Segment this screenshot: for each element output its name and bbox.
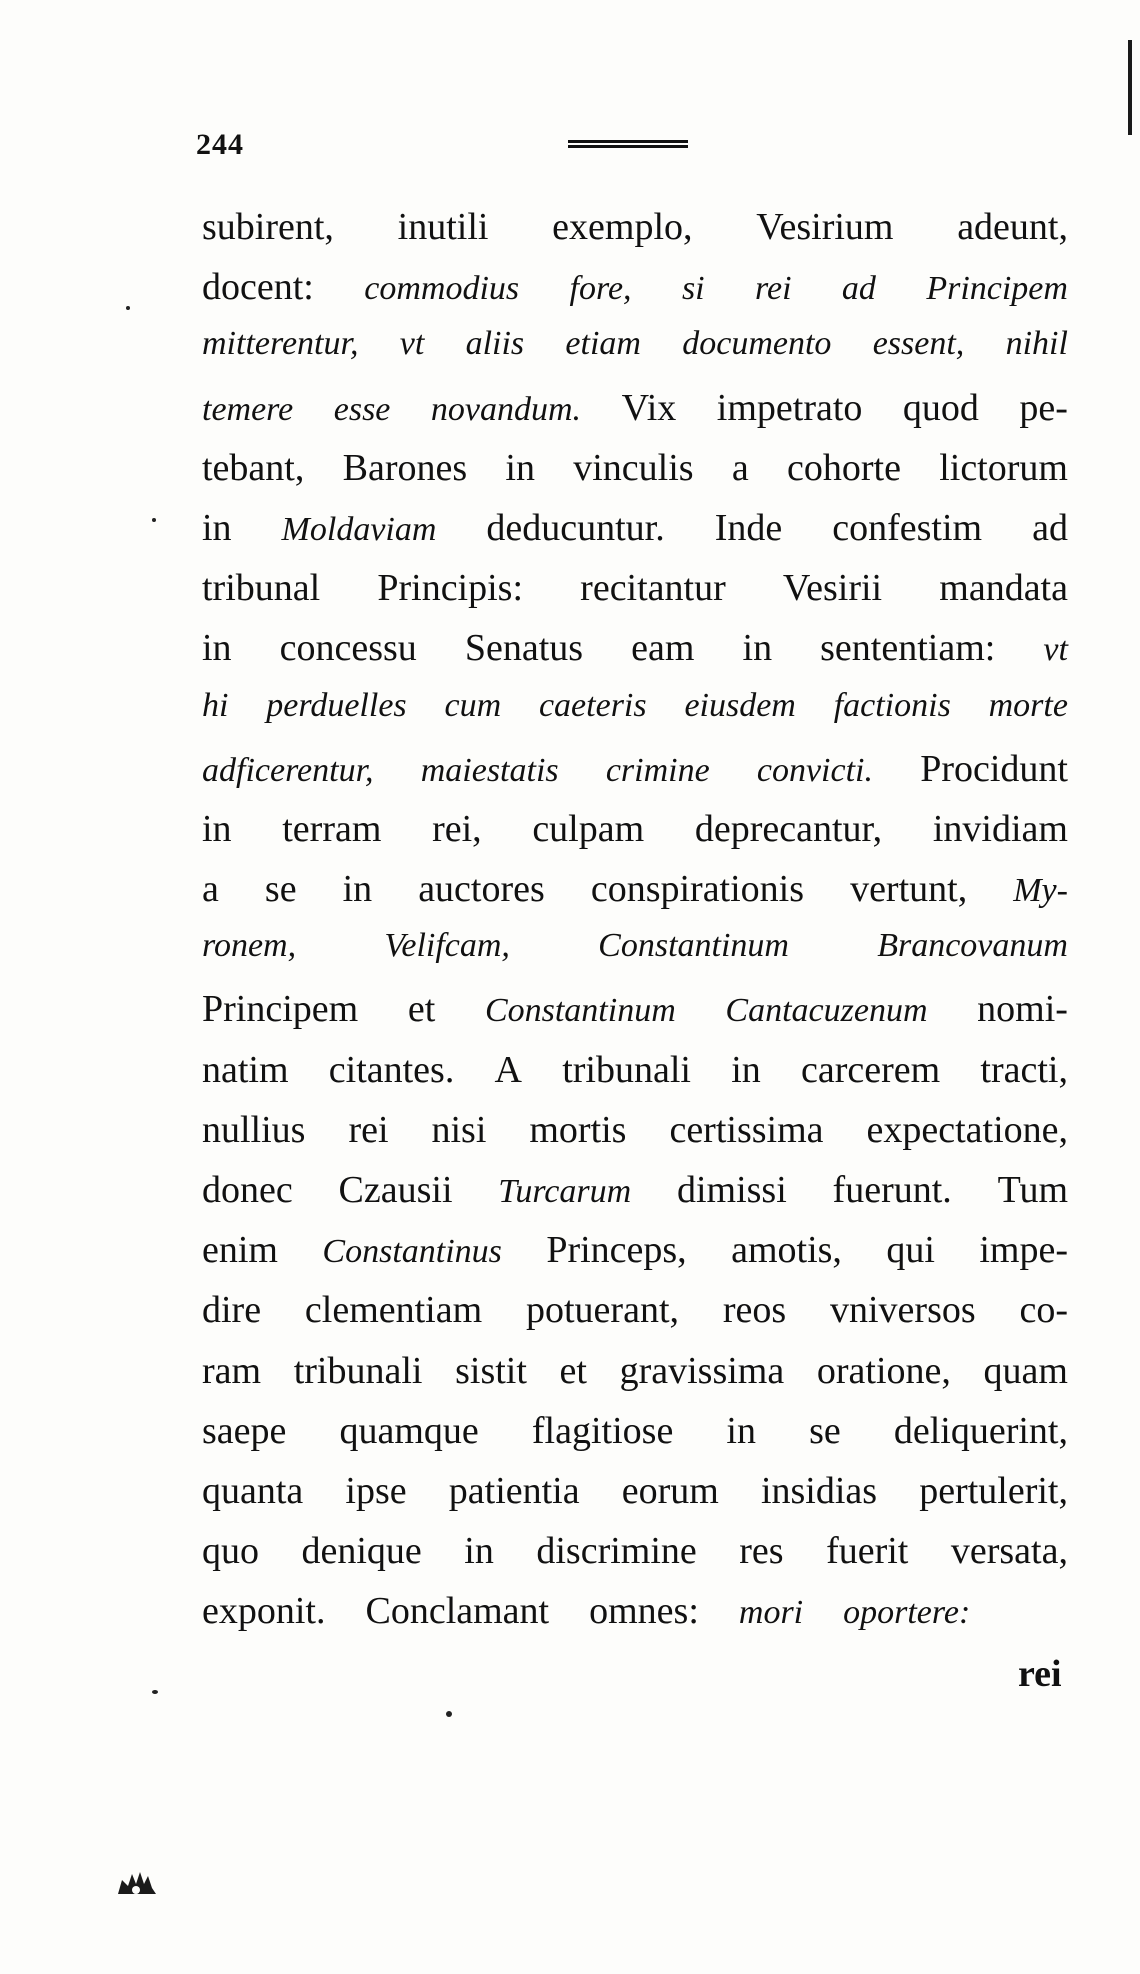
italic-word: mitterentur, [202,325,359,363]
word: carcerem [800,1048,941,1091]
word: vniversos [829,1289,976,1332]
italic-word: crimine [605,751,710,789]
word: in [202,807,232,850]
word: deducuntur. [486,506,665,549]
word: recitantur [580,567,726,610]
italic-word: documento [682,325,832,363]
text-line [202,1469,1068,1529]
text-line [202,987,1068,1047]
word: Inde [714,506,783,549]
italic-word: vt [399,325,425,363]
word: se [264,868,297,911]
page-edge-mark [1128,40,1132,135]
word: ad [1032,506,1068,549]
italic-word: factionis [833,686,951,724]
word: fuerunt. [832,1169,952,1211]
body-text [202,205,1068,1650]
text-line [202,747,1068,807]
text-line [202,927,1068,987]
word: deprecantur, [694,807,883,850]
word: et [559,1349,587,1392]
word: sententiam: [820,627,996,670]
word: discrimine [536,1530,697,1573]
word: vertunt, [850,868,968,911]
italic-word: mori [738,1594,804,1632]
print-speck [446,1711,452,1717]
word: nullius [202,1108,306,1151]
italic-word: fore, [569,270,632,308]
text-line [202,325,1068,385]
text-line [202,807,1068,867]
text-line [202,1048,1068,1108]
word: rei, [432,807,482,850]
italic-word: Turcarum [498,1173,632,1210]
word: flagitiose [531,1409,674,1452]
text-line [202,506,1068,566]
italic-word: Constantinus [322,1233,502,1271]
word: quo [202,1530,259,1573]
word: exponit. [202,1590,326,1633]
word: dire [202,1289,262,1332]
text-line [202,566,1068,626]
text-line [202,626,1068,686]
word: Principem [202,988,359,1031]
italic-word: caeteris [538,686,647,724]
word: qui [886,1229,935,1272]
word: concessu [279,627,417,670]
word: mandata [939,567,1068,610]
word: pertulerit, [919,1469,1068,1512]
word: exemplo, [552,206,693,248]
italic-word: ronem, [202,927,297,965]
word: et [407,988,436,1031]
word: natim [202,1048,289,1091]
italic-word: Moldaviam [281,510,437,548]
word: reos [722,1289,787,1332]
word: quanta [202,1469,304,1512]
word: expectatione, [866,1108,1068,1151]
italic-word: adficerentur, [202,751,374,789]
text-line [202,265,1068,325]
italic-word: esse [333,390,391,428]
word: vinculis [573,446,694,489]
word: denique [301,1530,422,1573]
print-speck [152,518,156,522]
word: fuerit [826,1530,909,1573]
italic-word: commodius [364,270,520,308]
word: rei [348,1108,389,1151]
italic-word: perduelles [266,686,407,724]
word: in [726,1409,756,1452]
word: nomi- [977,988,1068,1031]
word: terram [282,807,382,850]
word: eorum [621,1469,719,1512]
text-line [202,446,1068,506]
word: in [742,627,773,670]
word: tracti, [980,1048,1068,1091]
word: conspirationis [590,868,805,911]
italic-word: hi [202,686,229,724]
italic-word: ad [841,270,876,308]
word: invidiam [932,807,1068,850]
word: in [202,627,232,670]
italic-word: Constantinum [598,927,789,965]
word: clementiam [304,1289,483,1332]
italic-word: Velifcam, [384,927,510,965]
word: se [809,1409,841,1452]
word: patientia [448,1469,580,1512]
text-line [202,1228,1068,1288]
word: quam [983,1349,1068,1392]
italic-word: Principem [926,270,1068,308]
printer-ornament-icon [114,1868,158,1896]
word: pe- [1019,386,1068,429]
word: subirent, [202,206,334,248]
word: deliquerint, [893,1409,1068,1452]
print-speck [126,306,130,310]
italic-word: Constantinum [484,992,676,1030]
word: docent: [202,266,314,309]
italic-word: nihil [1005,325,1068,363]
word: auctores [418,868,545,911]
text-line [202,386,1068,446]
word: versata, [950,1530,1068,1573]
catchword: rei [1018,1652,1062,1695]
italic-word: cum [444,686,502,724]
italic-word: My- [1013,872,1068,910]
word: a [202,868,219,911]
word: in [731,1048,761,1091]
word: Conclamant [365,1590,550,1633]
word: nisi [431,1108,487,1151]
word: cohorte [786,446,901,489]
word: impetrato [716,386,863,429]
text-line [202,1529,1068,1589]
word: enim [202,1229,278,1272]
word: saepe [202,1409,287,1452]
text-line [202,205,1068,265]
word: tebant, [202,446,305,489]
word: tribunal [202,567,321,610]
word: impe- [979,1229,1068,1272]
word: Barones [342,446,468,489]
word: A [494,1048,522,1091]
italic-word: rei [755,270,792,308]
word: potuerant, [526,1289,680,1332]
word: in [202,506,232,549]
text-line [202,1349,1068,1409]
word: culpam [532,807,645,850]
italic-word: Cantacuzenum [725,992,928,1030]
text-line [202,1288,1068,1348]
word: lictorum [939,446,1068,489]
word: Vesirium [756,206,894,248]
word: dimissi [676,1169,787,1211]
italic-word: Brancovanum [877,927,1068,965]
word: sistit [455,1349,527,1392]
italic-word: novandum. [430,390,582,428]
italic-word: etiam [565,325,641,363]
word: ram [202,1349,262,1392]
word: Principis: [377,567,524,610]
text-line [202,867,1068,927]
word: insidias [760,1469,878,1512]
italic-word: essent, [872,325,965,363]
italic-word: vt [1043,631,1068,669]
text-line [202,687,1068,747]
italic-word: convicti. [756,751,873,789]
word: Czausii [338,1169,453,1211]
word: Vix [621,386,677,429]
word: eam [631,627,695,670]
word: citantes. [328,1048,455,1091]
word: in [464,1530,494,1573]
word: in [342,868,373,911]
word: oratione, [816,1349,951,1392]
text-line [202,1589,1068,1649]
italic-word: oportere: [843,1594,971,1632]
word: Princeps, [546,1229,687,1272]
word: Procidunt [920,747,1068,790]
italic-word: maiestatis [420,751,559,789]
word: adeunt, [957,206,1068,248]
text-line [202,1108,1068,1168]
italic-word: si [681,270,705,308]
italic-word: temere [202,390,294,428]
word: inutili [397,206,489,248]
italic-word: aliis [465,325,525,363]
word: confestim [832,506,983,549]
page-number: 244 [196,128,244,161]
word: gravissima [619,1349,785,1392]
italic-word: morte [988,686,1068,724]
text-line [202,1409,1068,1469]
word: certissima [669,1108,824,1151]
header-rule [568,140,688,152]
word: mortis [529,1108,627,1151]
word: donec [202,1169,293,1211]
word: tribunali [562,1048,691,1091]
word: ipse [345,1469,407,1512]
word: tribunali [293,1349,423,1392]
word: in [505,446,535,489]
word: quamque [339,1409,479,1452]
italic-word: eiusdem [684,686,796,724]
word: a [731,446,749,489]
word: res [739,1530,784,1573]
word: quod [902,386,979,429]
word: omnes: [589,1590,699,1633]
text-line [202,1168,1068,1228]
word: Senatus [464,627,584,670]
word: Tum [997,1169,1068,1211]
word: co- [1019,1289,1068,1332]
print-speck [152,1690,158,1694]
word: Vesirii [782,567,883,610]
word: amotis, [731,1229,842,1272]
